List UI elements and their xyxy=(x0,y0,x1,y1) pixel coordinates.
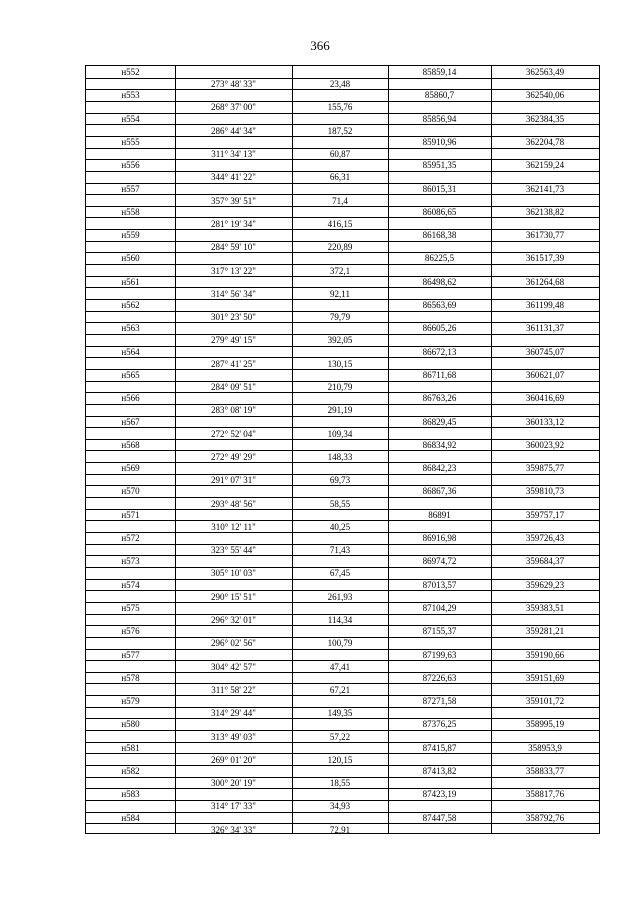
segment-length: 261,93 xyxy=(327,591,353,602)
segment-length: 69,73 xyxy=(329,475,351,486)
point-id: н575 xyxy=(121,602,140,613)
point-y: 359757,17 xyxy=(525,509,565,520)
point-y: 358995,19 xyxy=(525,719,565,730)
point-x: 86867,36 xyxy=(422,486,457,497)
segment-angle: 279° 49' 15" xyxy=(211,335,256,346)
segment-angle: 311° 34' 13" xyxy=(211,149,256,160)
point-y: 359190,66 xyxy=(525,649,565,660)
point-id: н556 xyxy=(121,160,140,171)
point-id: н566 xyxy=(121,393,140,404)
point-id: н564 xyxy=(121,346,140,357)
segment-angle: 311° 58' 22" xyxy=(211,684,256,695)
segment-angle: 323° 55' 44" xyxy=(211,545,256,556)
segment-angle: 344° 41' 22" xyxy=(211,172,256,183)
point-y: 360416,69 xyxy=(525,393,565,404)
segment-length: 109,34 xyxy=(327,428,353,439)
point-y: 359281,21 xyxy=(525,626,565,637)
segment-length: 60,87 xyxy=(329,149,351,160)
point-id: н582 xyxy=(121,766,140,776)
point-y: 362540,06 xyxy=(525,90,565,101)
point-id: н579 xyxy=(121,696,140,707)
point-x: 87013,57 xyxy=(422,579,457,590)
segment-length: 114,34 xyxy=(327,615,353,626)
segment-angle: 291° 07' 31" xyxy=(211,475,256,486)
segment-length: 40,25 xyxy=(329,521,351,532)
point-y: 361199,48 xyxy=(526,300,564,310)
segment-angle: 269° 01' 20" xyxy=(211,754,256,765)
segment-angle: 296° 02' 56" xyxy=(211,638,256,649)
segment-angle: 305° 10' 03" xyxy=(211,568,256,579)
segment-angle: 296° 32' 01" xyxy=(211,615,256,626)
segment-angle: 314° 56' 34" xyxy=(211,288,256,299)
point-y: 361131,37 xyxy=(526,323,564,334)
point-id: н571 xyxy=(121,509,140,520)
point-x: 87376,25 xyxy=(422,719,457,730)
point-y: 360023,92 xyxy=(525,439,565,450)
segment-angle: 317° 13' 22" xyxy=(211,265,256,276)
segment-length: 67,45 xyxy=(329,568,351,579)
point-x: 85951,35 xyxy=(422,160,457,171)
point-y: 358953,9 xyxy=(528,742,562,753)
segment-length: 148,33 xyxy=(327,451,353,462)
point-y: 359875,77 xyxy=(525,463,565,474)
point-y: 359101,72 xyxy=(525,696,565,707)
segment-length: 291,19 xyxy=(327,405,353,416)
point-x: 85856,94 xyxy=(422,113,457,124)
point-x: 86916,98 xyxy=(422,533,457,543)
point-id: н553 xyxy=(121,90,140,101)
segment-angle: 304° 42' 57" xyxy=(211,661,256,672)
segment-length: 58,55 xyxy=(329,498,351,509)
point-id: н577 xyxy=(121,649,140,660)
point-x: 86891 xyxy=(428,509,451,520)
point-x: 86974,72 xyxy=(422,556,457,567)
point-y: 362159,24 xyxy=(525,160,565,171)
segment-angle: 314° 17' 33" xyxy=(211,801,256,812)
segment-length: 220,89 xyxy=(327,242,353,253)
segment-length: 57,22 xyxy=(329,731,351,742)
segment-length: 149,35 xyxy=(327,708,353,719)
segment-length: 71,4 xyxy=(332,195,348,206)
point-x: 86168,38 xyxy=(422,230,457,241)
segment-length: 71,43 xyxy=(329,545,351,556)
point-x: 86763,26 xyxy=(422,393,457,404)
point-id: н576 xyxy=(121,626,140,637)
point-y: 362384,35 xyxy=(525,113,565,124)
point-x: 85859,14 xyxy=(422,67,457,77)
point-id: н557 xyxy=(121,183,140,194)
point-x: 86086,65 xyxy=(422,206,457,217)
point-x: 86834,92 xyxy=(422,439,457,450)
segment-angle: 326° 34' 33" xyxy=(211,824,256,835)
point-x: 87423,19 xyxy=(422,789,457,800)
segment-angle: 268° 37' 00" xyxy=(211,102,256,113)
point-x: 86498,62 xyxy=(422,276,457,287)
point-id: н559 xyxy=(121,230,140,241)
point-id: н574 xyxy=(121,579,140,590)
point-x: 86829,45 xyxy=(422,416,457,427)
segment-length: 130,15 xyxy=(327,358,353,369)
segment-length: 392,05 xyxy=(327,335,353,346)
segment-angle: 293° 48' 56" xyxy=(211,498,256,509)
segment-length: 155,76 xyxy=(327,102,353,113)
point-y: 359151,69 xyxy=(525,672,565,683)
point-x: 87415,87 xyxy=(422,742,457,753)
point-id: н584 xyxy=(121,812,140,823)
point-y: 359810,73 xyxy=(525,486,565,497)
page-number: 366 xyxy=(310,38,330,53)
segment-length: 23,48 xyxy=(329,79,351,90)
point-y: 358792,76 xyxy=(525,812,565,823)
point-y: 361730,77 xyxy=(525,230,565,241)
point-id: н580 xyxy=(121,719,140,730)
segment-angle: 300° 20' 19" xyxy=(211,778,256,789)
point-id: н578 xyxy=(121,672,140,683)
segment-angle: 283° 08' 19" xyxy=(211,405,256,416)
point-id: н552 xyxy=(121,67,140,77)
point-id: н562 xyxy=(121,300,140,310)
point-y: 361517,39 xyxy=(525,253,565,264)
point-id: н560 xyxy=(121,253,140,264)
point-id: н569 xyxy=(121,463,140,474)
point-id: н565 xyxy=(121,369,140,380)
point-y: 359383,51 xyxy=(525,602,565,613)
point-y: 359726,43 xyxy=(525,533,565,543)
point-id: н572 xyxy=(121,533,140,543)
point-id: н558 xyxy=(121,206,140,217)
point-y: 362138,82 xyxy=(525,206,565,217)
segment-angle: 310° 12' 11" xyxy=(211,521,256,532)
segment-angle: 284° 59' 10" xyxy=(211,242,256,253)
segment-length: 210,79 xyxy=(327,382,353,393)
segment-angle: 284° 09' 51" xyxy=(211,382,256,393)
segment-length: 120,15 xyxy=(327,754,353,765)
segment-angle: 272° 52' 04" xyxy=(211,428,256,439)
point-x: 85860,7 xyxy=(424,90,455,101)
point-x: 86605,26 xyxy=(422,323,457,334)
point-x: 87104,29 xyxy=(422,602,457,613)
point-x: 86842,23 xyxy=(422,463,457,474)
point-id: н563 xyxy=(121,323,140,334)
segment-length: 34,93 xyxy=(329,801,351,812)
point-x: 86225,5 xyxy=(424,253,455,264)
point-y: 362204,78 xyxy=(525,136,565,147)
segment-length: 18,55 xyxy=(329,778,351,789)
point-x: 86563,69 xyxy=(422,300,457,310)
point-id: н567 xyxy=(121,416,140,427)
point-y: 360133,12 xyxy=(525,416,565,427)
point-id: н568 xyxy=(121,439,140,450)
segment-angle: 281° 19' 34" xyxy=(211,218,256,229)
segment-length: 47,41 xyxy=(329,661,351,672)
point-id: н570 xyxy=(121,486,140,497)
point-id: н554 xyxy=(121,113,140,124)
point-y: 361264,68 xyxy=(525,276,565,287)
coordinates-table xyxy=(85,65,600,834)
segment-length: 100,79 xyxy=(327,638,353,649)
point-y: 359684,37 xyxy=(525,556,565,567)
point-y: 359629,23 xyxy=(525,579,565,590)
segment-length: 372,1 xyxy=(329,265,351,276)
point-id: н573 xyxy=(121,556,140,567)
point-x: 85910,96 xyxy=(422,136,457,147)
point-y: 360745,07 xyxy=(525,346,565,357)
point-x: 87226,63 xyxy=(422,672,457,683)
segment-angle: 290° 15' 51" xyxy=(211,591,256,602)
segment-length: 416,15 xyxy=(327,218,353,229)
segment-angle: 287° 41' 25" xyxy=(211,358,256,369)
point-y: 362563,49 xyxy=(525,67,565,77)
segment-angle: 286° 44' 34" xyxy=(211,125,256,136)
segment-length: 187,52 xyxy=(327,125,353,136)
point-x: 87155,37 xyxy=(422,626,457,637)
segment-angle: 301° 23' 50" xyxy=(211,312,256,323)
segment-angle: 273° 48' 33" xyxy=(211,79,256,90)
point-x: 86672,13 xyxy=(422,346,457,357)
point-id: н581 xyxy=(121,742,140,753)
point-x: 87447,58 xyxy=(422,812,457,823)
point-id: н561 xyxy=(121,276,140,287)
segment-length: 72,91 xyxy=(329,824,351,835)
segment-angle: 314° 29' 44" xyxy=(211,708,256,719)
segment-length: 66,31 xyxy=(329,172,351,183)
point-y: 360621,07 xyxy=(525,369,565,380)
segment-length: 67,21 xyxy=(329,684,351,695)
point-x: 87199,63 xyxy=(422,649,457,660)
segment-length: 79,79 xyxy=(329,312,351,323)
point-x: 86015,31 xyxy=(422,183,457,194)
segment-angle: 272° 49' 29" xyxy=(211,451,256,462)
segment-angle: 313° 49' 03" xyxy=(211,731,256,742)
point-id: н583 xyxy=(121,789,140,800)
point-x: 86711,68 xyxy=(422,369,457,380)
segment-length: 92,11 xyxy=(330,288,350,299)
point-y: 358817,76 xyxy=(525,789,565,800)
point-y: 362141,73 xyxy=(525,183,565,194)
segment-angle: 357° 39' 51" xyxy=(211,195,256,206)
point-x: 87271,58 xyxy=(422,696,457,707)
point-x: 87413,82 xyxy=(422,766,457,776)
point-id: н555 xyxy=(121,136,140,147)
point-y: 358833,77 xyxy=(525,766,565,776)
